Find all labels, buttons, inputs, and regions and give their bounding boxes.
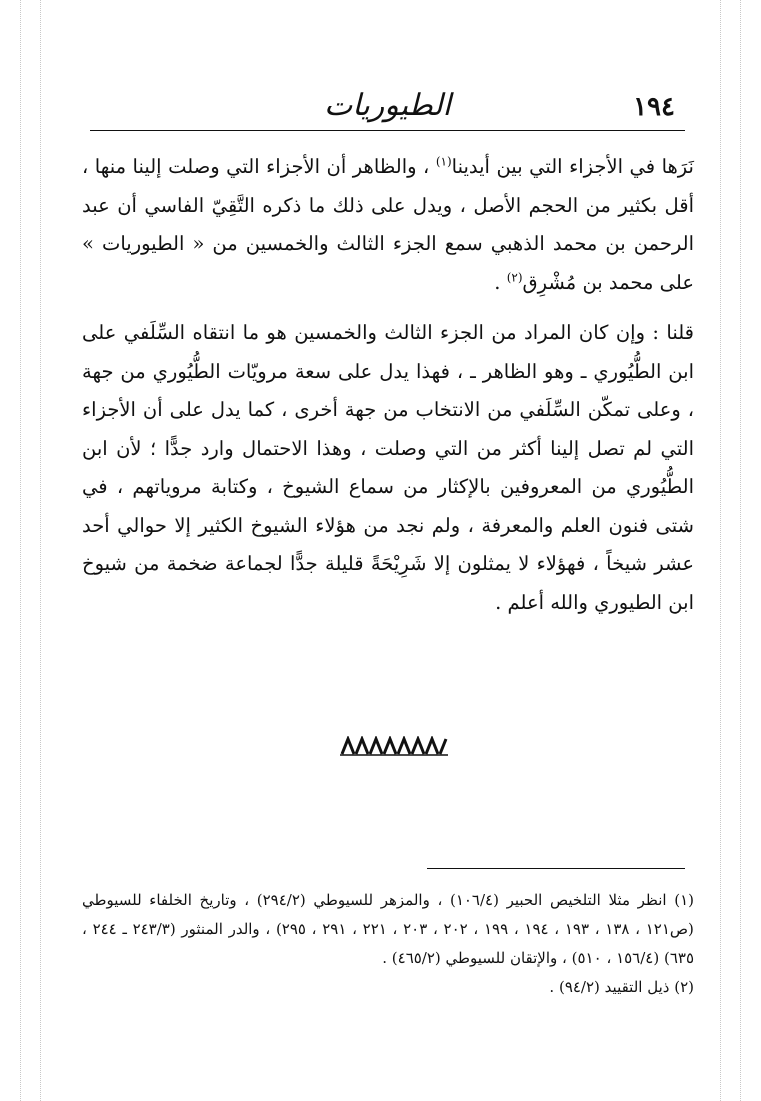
footnote bbox=[82, 973, 694, 1002]
main-text bbox=[82, 148, 694, 622]
text-run: . bbox=[494, 270, 507, 294]
scan-guide-line bbox=[740, 0, 741, 1101]
page-header bbox=[90, 78, 685, 130]
text-run: قلنا : وإن كان المراد من الجزء الثالث والخمسين هو ما انتقاه السِّلَفي على ابن الطُّيُوري ـ وهو الظاهر ـ ، فهذا يدل على سعة مرويّات الطُّيُوري من جهة ، وعلى تمكّن السِّلَفي من الانتخاب من جهة أخرى ، كما يدل على أن الأجزاء التي لم تصل إلينا أكثر من التي وصلت ، وهذا الاحتمال وارد جدًّا ؛ لأن ابن الطُّيُوري من المعروفين بالإكثار من سماع الشيوخ ، وكتابة مروياتهم ، في شتى فنون العلم والمعرفة ، ولم نجد من هؤلاء الشيوخ الكثير إلا حوالي أحد عشر شيخاً ، فهؤلاء لا يمثلون إلا شَرِيْحَةً قليلة جدًّا لجماعة ضخمة من شيوخ ابن الطيوري والله أعلم . bbox=[82, 321, 694, 614]
scan-guide-line bbox=[40, 0, 41, 1101]
footnote-text: انظر مثلا التلخيص الحبير (١٠٦/٤) ، والمزهر للسيوطي (٢٩٤/٢) ، وتاريخ الخلفاء للسيوطي (ص١٢١ ، ١٣٨ ، ١٩٣ ، ١٩٤ ، ١٩٩ ، ٢٠٢ ، ٢٠٣ ، ٢٢١ ، ٢٩١ ، ٢٩٥) ، والدر المنثور (٢٤٣/٣ ـ ٢٤٤ ، ٦٣٥) (١٥٦/٤ ، ٥١٠) ، والإتقان للسيوطي (٤٦٥/٢) . bbox=[82, 891, 694, 967]
footnote bbox=[82, 886, 694, 973]
paragraph bbox=[82, 148, 694, 302]
footnotes bbox=[82, 886, 694, 1002]
text-run: نَرَها في الأجزاء التي بين أيدينا bbox=[451, 155, 694, 178]
section-divider-ornament bbox=[340, 736, 448, 756]
scan-guide-line bbox=[720, 0, 721, 1101]
page-number: ١٩٤ bbox=[633, 92, 675, 122]
footnote-marker: (١) bbox=[674, 891, 694, 909]
header-rule bbox=[90, 130, 685, 131]
text-run: ، والظاهر أن الأجزاء التي وصلت إلينا منها ، أقل بكثير من الحجم الأصل ، ويدل على ذلك ما ذكره التَّقِيّ الفاسي أن عبد الرحمن بن محمد الذهبي سمع الجزء الثالث والخمسين من « الطيوريات » على محمد بن مُشْرِق bbox=[82, 155, 694, 294]
footnote-ref: (٢) bbox=[506, 270, 523, 284]
footnote-marker: (٢) bbox=[674, 978, 694, 996]
footnote-text: ذيل التقييد (٩٤/٢) . bbox=[549, 978, 670, 996]
footnote-separator bbox=[427, 868, 685, 869]
footnote-ref: (١) bbox=[435, 154, 452, 169]
scan-guide-line bbox=[20, 0, 21, 1101]
paragraph bbox=[82, 314, 694, 622]
running-title: الطيوريات bbox=[324, 88, 451, 123]
